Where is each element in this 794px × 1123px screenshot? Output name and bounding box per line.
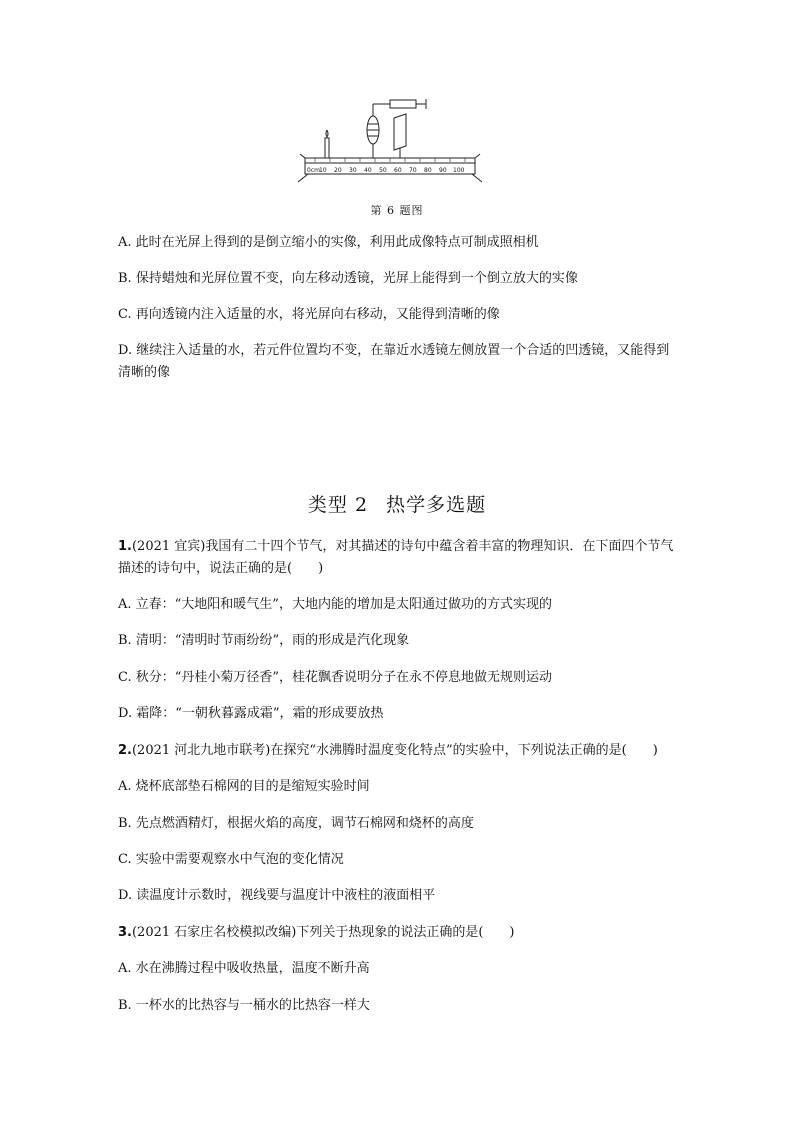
section-heading [0,490,794,517]
q6-option-b: B. 保持蜡烛和光屏位置不变，向左移动透镜，光屏上能得到一个倒立放大的实像 [118,271,578,286]
q1-option-d: D. 霜降：“一朝秋暮露成霜”，霜的形成要放热 [118,706,384,721]
question-text: (2021 石家庄名校模拟改编)下列关于热现象的说法正确的是( ) [131,925,515,940]
ruler-tick-label: 70 [409,167,417,174]
candle [325,130,329,158]
ruler-tick-label: 90 [439,167,447,174]
question-number: 2. [118,743,132,758]
q1-option-c: C. 秋分：“丹桂小菊万径香”，桂花飘香说明分子在永不停息地做无规则运动 [118,670,553,685]
figure-caption: 第 6 题图 [370,204,424,217]
question-number: 1. [118,539,132,554]
question-1-stem [118,536,678,580]
syringe [390,99,426,109]
ruler-tick-label: 20 [334,167,342,174]
ruler-tick-label: 30 [349,167,357,174]
q3-option-b: B. 一杯水的比热容与一桶水的比热容一样大 [118,998,370,1013]
q2-option-c: C. 实验中需要观察水中气泡的变化情况 [118,852,344,867]
ruler-tick-label: 60 [394,167,402,174]
question-3-stem [118,922,515,944]
question-2-stem [118,740,658,762]
q2-option-b: B. 先点燃酒精灯，根据火焰的高度，调节石棉网和烧杯的高度 [118,816,474,831]
q2-option-d: D. 读温度计示数时，视线要与温度计中液柱的液面相平 [118,888,436,903]
q1-option-a: A. 立春：“大地阳和暖气生”，大地内能的增加是太阳通过做功的方式实现的 [118,597,552,612]
ruler-tick-label: 100 [453,167,465,174]
ruler-tick-label: 80 [424,167,432,174]
question-text: (2021 宜宾)我国有二十四个节气，对其描述的诗句中蕴含着丰富的物理知识．在下面四个节气描述的诗句中，说法正确的是( ) [118,539,674,576]
section-type: 类型 2 [307,494,369,516]
water-lens [367,104,390,158]
question-number: 3. [118,925,132,940]
question-text: (2021 河北九地市联考)在探究“水沸腾时温度变化特点”的实验中，下列说法正确的是( ) [131,743,658,758]
optical-bench-figure [290,90,490,185]
q1-option-b: B. 清明：“清明时节雨纷纷”，雨的形成是汽化现象 [118,633,410,648]
q3-option-a: A. 水在沸腾过程中吸收热量，温度不断升高 [118,961,370,976]
ruler-tick-label: 10 [319,167,327,174]
light-screen [394,114,406,158]
ruler-tick-label: 50 [379,167,387,174]
q6-option-c: C. 再向透镜内注入适量的水，将光屏向右移动，又能得到清晰的像 [118,307,500,322]
q6-option-a: A. 此时在光屏上得到的是倒立缩小的实像，利用此成像特点可制成照相机 [118,235,539,250]
q2-option-a: A. 烧杯底部垫石棉网的目的是缩短实验时间 [118,779,370,794]
ruler-zero-label: 0cm [307,167,320,174]
section-title: 热学多选题 [386,494,487,516]
ruler-tick-label: 40 [364,167,372,174]
q6-option-d: D. 继续注入适量的水，若元件位置均不变，在靠近水透镜左侧放置一个合适的凹透镜，又能得到清晰的像 [118,343,670,380]
